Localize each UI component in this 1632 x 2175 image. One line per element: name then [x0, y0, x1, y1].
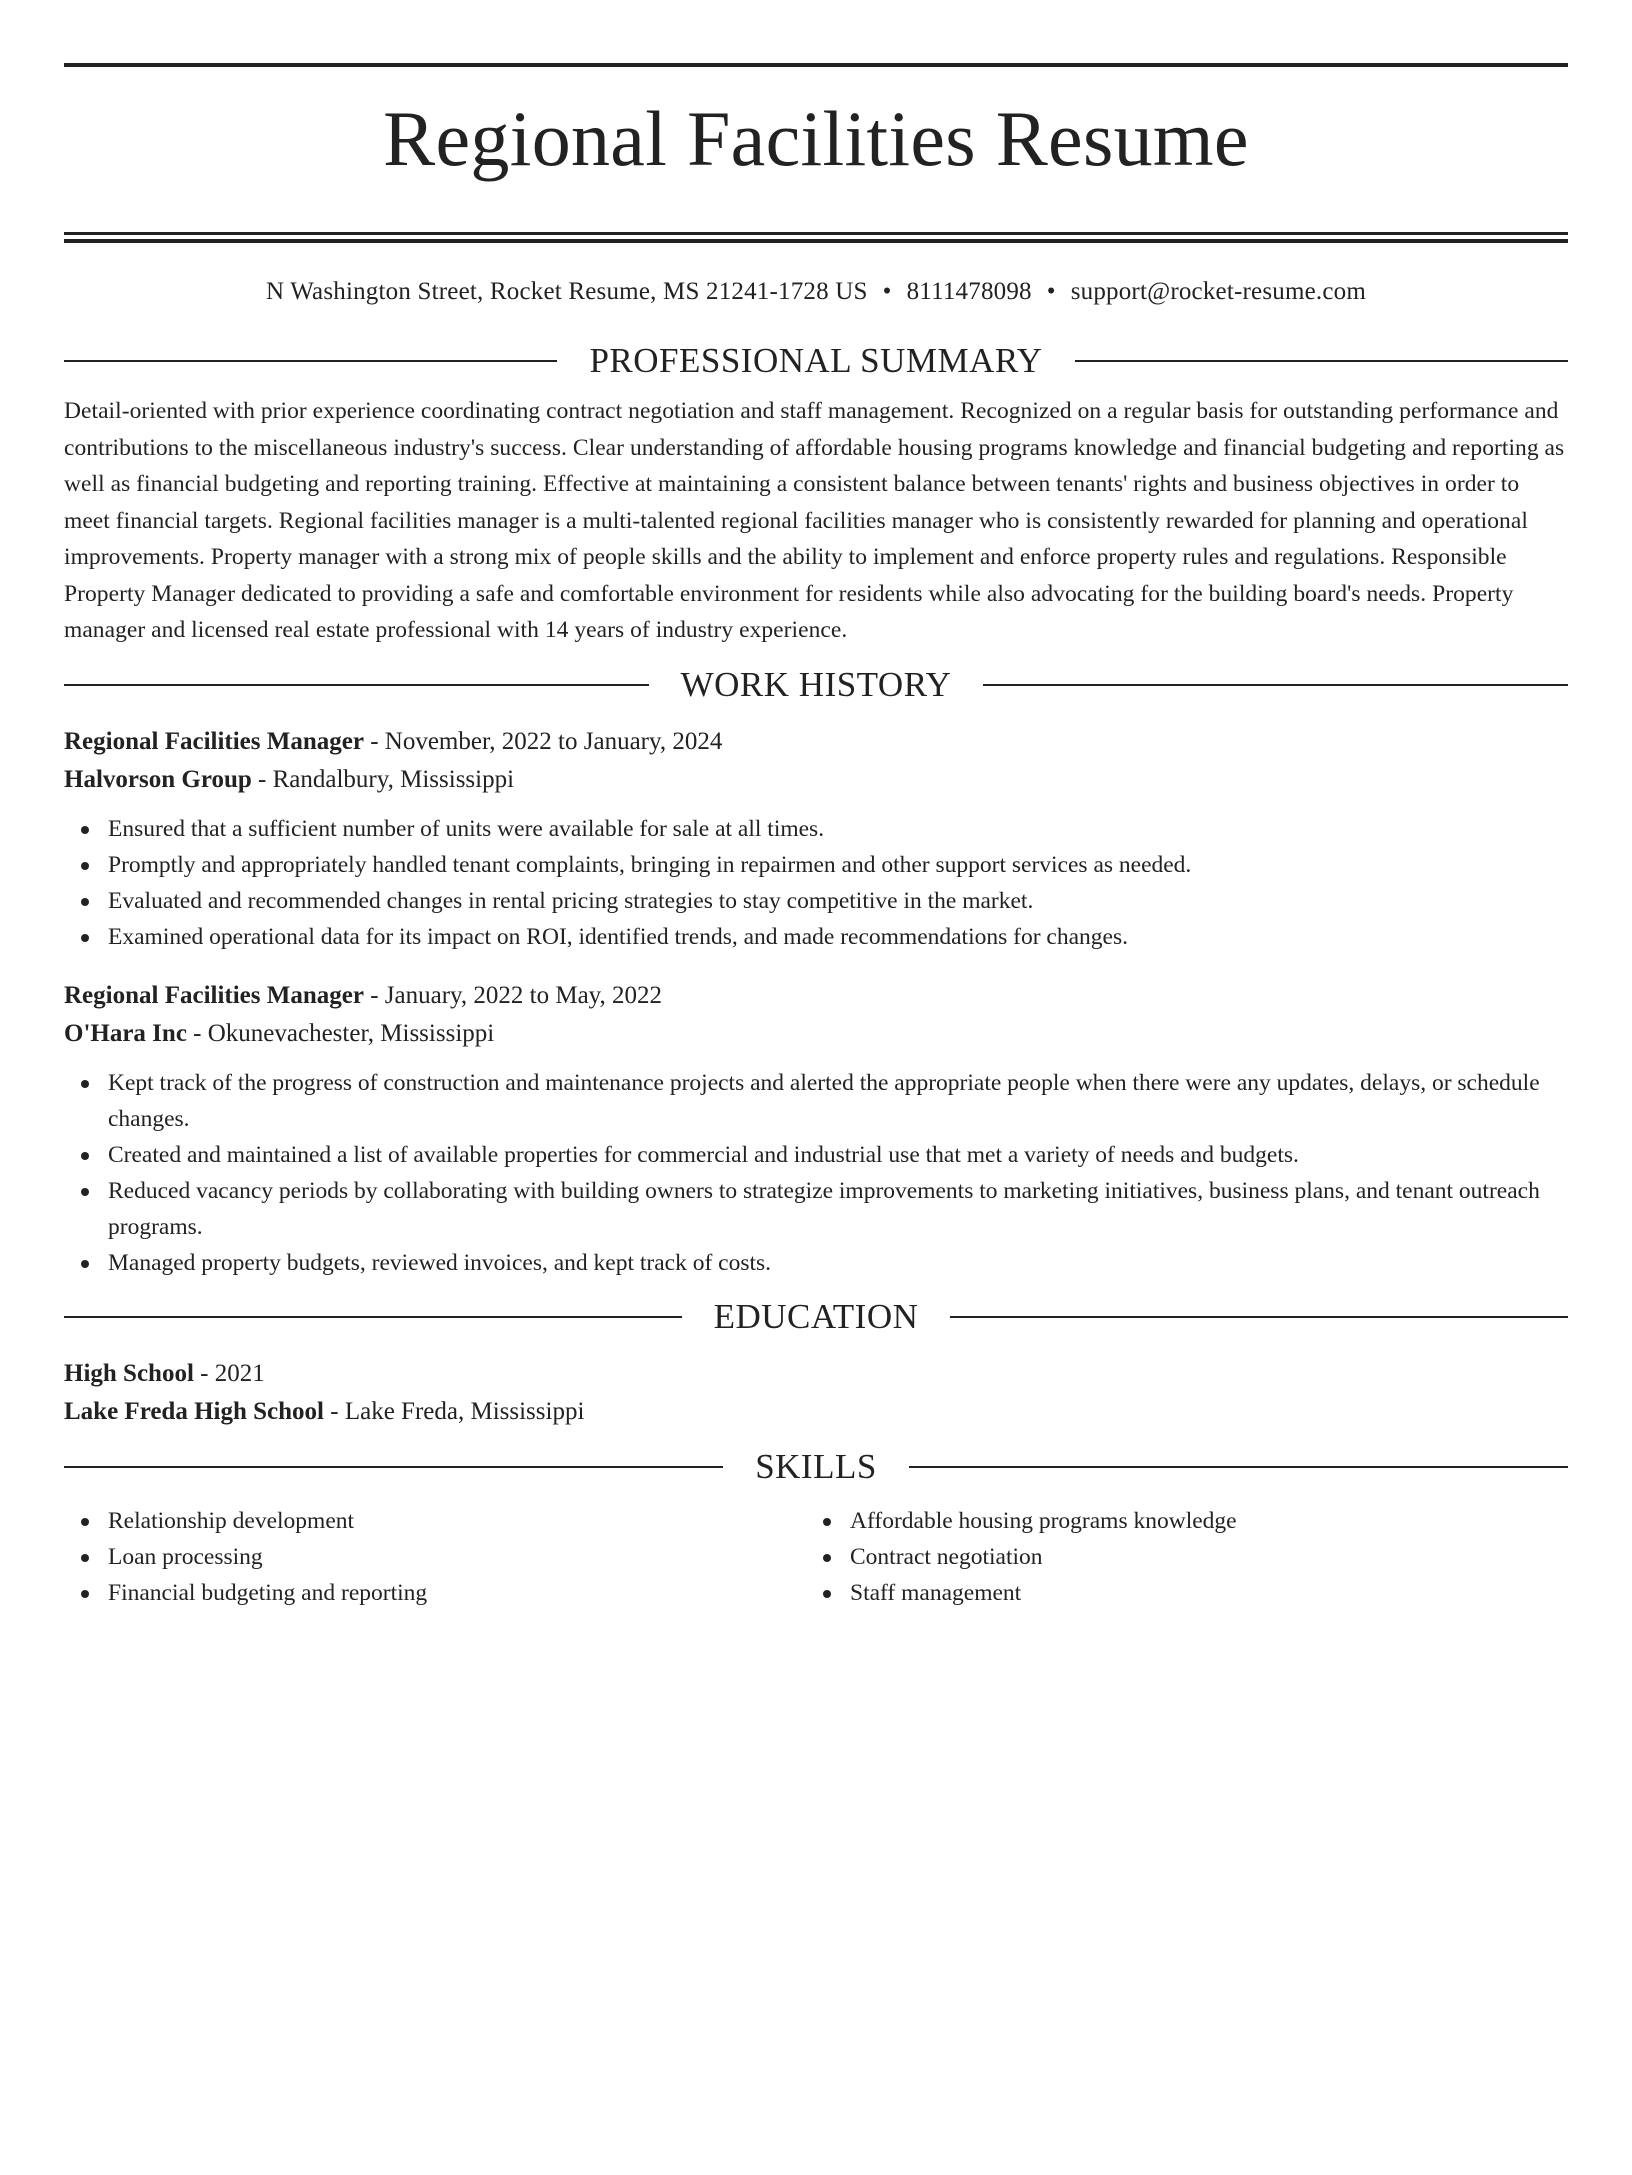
job-company-line	[64, 1015, 1568, 1053]
job-bullet: Evaluated and recommended changes in rental pricing strategies to stay competitive in the market.	[64, 883, 1568, 919]
education-school-line	[64, 1393, 1568, 1431]
heading-rule-left	[64, 1316, 682, 1318]
skills-columns	[64, 1503, 1568, 1611]
skill-item: Financial budgeting and reporting	[64, 1575, 806, 1611]
summary-heading-label: PROFESSIONAL SUMMARY	[589, 341, 1043, 381]
job-entry	[64, 977, 1568, 1281]
contact-address: N Washington Street, Rocket Resume, MS 21241-1728 US	[265, 278, 868, 306]
job-location: - Okunevachester, Mississippi	[186, 1019, 495, 1047]
job-bullet: Examined operational data for its impact on ROI, identified trends, and made recommendations for changes.	[64, 919, 1568, 955]
job-title-line	[64, 723, 1568, 761]
job-bullet: Managed property budgets, reviewed invoices, and kept track of costs.	[64, 1245, 1568, 1281]
resume-title: Regional Facilities Resume	[383, 95, 1249, 182]
education-year: - 2021	[193, 1359, 265, 1387]
job-company: Halvorson Group	[64, 765, 252, 793]
job-bullet: Ensured that a sufficient number of units were available for sale at all times.	[64, 811, 1568, 847]
contact-separator: •	[1046, 278, 1056, 306]
job-bullet: Promptly and appropriately handled tenant complaints, bringing in repairmen and other support services as needed.	[64, 847, 1568, 883]
contact-line	[64, 276, 1568, 308]
resume-page	[0, 63, 1632, 2175]
skill-item: Contract negotiation	[806, 1539, 1548, 1575]
summary-text: Detail-oriented with prior experience coordinating contract negotiation and staff management. Recognized on a regular basis for outstanding performance and contributions to the miscellaneous industry's success. Clear understanding of affordable housing programs knowledge and financial budgeting and reporting as well as financial budgeting and reporting training. Effective at maintaining a consistent balance between tenants' rights and business objectives in order to meet financial targets. Regional facilities manager is a multi-talented regional facilities manager who is consistently rewarded for planning and operational improvements. Property manager with a strong mix of people skills and the ability to implement and enforce property rules and regulations. Responsible Property Manager dedicated to providing a safe and comfortable environment for residents while also advocating for the building board's needs. Property manager and licensed real estate professional with 14 years of industry experience.	[64, 398, 1565, 644]
education-entry	[64, 1355, 1568, 1431]
heading-rule-left	[64, 1466, 723, 1468]
work-heading-label: WORK HISTORY	[680, 664, 952, 704]
job-bullet-list	[64, 811, 1568, 955]
job-location: - Randalbury, Mississippi	[251, 765, 515, 793]
job-title: Regional Facilities Manager	[64, 727, 364, 755]
heading-rule-left	[64, 684, 649, 686]
skills-heading-label: SKILLS	[755, 1446, 877, 1486]
job-bullet: Created and maintained a list of available properties for commercial and industrial use that met a variety of needs and budgets.	[64, 1137, 1568, 1173]
contact-email: support@rocket-resume.com	[1070, 278, 1366, 306]
education-heading-label: EDUCATION	[713, 1296, 919, 1336]
job-dates: - November, 2022 to January, 2024	[363, 727, 723, 755]
job-title-line	[64, 977, 1568, 1015]
skills-list-right	[806, 1503, 1548, 1611]
education-section-heading	[64, 1297, 1568, 1337]
job-company: O'Hara Inc	[64, 1019, 187, 1047]
skill-item: Affordable housing programs knowledge	[806, 1503, 1548, 1539]
job-entry	[64, 723, 1568, 955]
education-location: - Lake Freda, Mississippi	[324, 1397, 585, 1425]
contact-separator: •	[882, 278, 892, 306]
job-dates: - January, 2022 to May, 2022	[363, 981, 663, 1009]
top-rule	[64, 63, 1568, 67]
job-bullet: Kept track of the progress of construction and maintenance projects and alerted the appropriate people when there were any updates, delays, or schedule changes.	[64, 1065, 1568, 1137]
heading-rule-right	[909, 1466, 1568, 1468]
skill-item: Relationship development	[64, 1503, 806, 1539]
work-section-heading	[64, 665, 1568, 705]
job-bullet-list	[64, 1065, 1568, 1281]
education-degree: High School	[64, 1359, 194, 1387]
heading-rule-right	[983, 684, 1568, 686]
education-degree-line	[64, 1355, 1568, 1393]
summary-section-heading	[64, 341, 1568, 381]
skills-section-heading	[64, 1447, 1568, 1487]
heading-rule-left	[64, 360, 557, 362]
job-title: Regional Facilities Manager	[64, 981, 364, 1009]
job-bullet: Reduced vacancy periods by collaborating with building owners to strategize improvements to marketing initiatives, business plans, and tenant outreach programs.	[64, 1173, 1568, 1245]
skill-item: Staff management	[806, 1575, 1548, 1611]
heading-rule-right	[1075, 360, 1568, 362]
title-double-rule	[64, 232, 1568, 243]
skill-item: Loan processing	[64, 1539, 806, 1575]
skills-list-left	[64, 1503, 806, 1611]
heading-rule-right	[950, 1316, 1568, 1318]
education-school: Lake Freda High School	[64, 1397, 324, 1425]
contact-phone: 8111478098	[906, 278, 1032, 306]
job-company-line	[64, 761, 1568, 799]
